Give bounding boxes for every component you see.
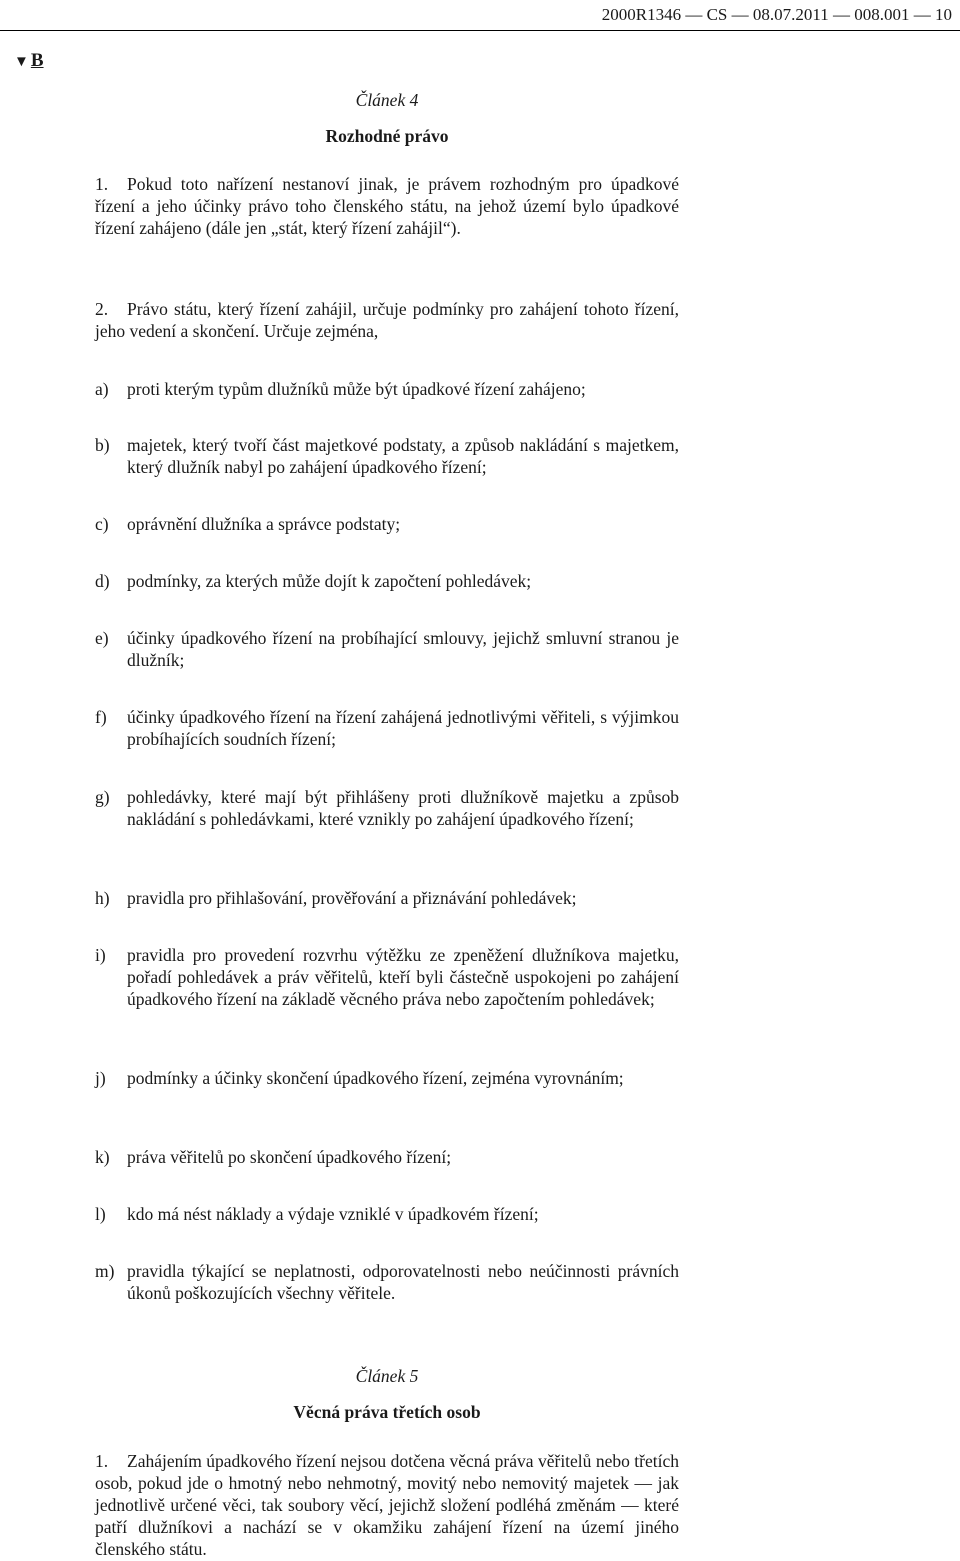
list-item — [95, 887, 679, 909]
paragraph-number: 2. — [95, 299, 109, 319]
list-item-label: j) — [95, 1068, 106, 1088]
list-item — [95, 944, 679, 1010]
article-4-number: Článek 4 — [355, 90, 419, 110]
list-item-text: pravidla pro přihlašování, prověřování a přiznávání pohledávek; — [127, 888, 577, 908]
list-item — [95, 786, 679, 830]
paragraph-number: 1. — [95, 174, 109, 194]
amendment-marker[interactable] — [14, 50, 44, 73]
list-item-label: h) — [95, 888, 110, 908]
paragraph-number: 1. — [95, 1451, 109, 1471]
list-item-text: kdo má nést náklady a výdaje vzniklé v úpadkovém řízení; — [127, 1204, 539, 1224]
list-item — [95, 1146, 679, 1168]
triangle-down-icon: ▼ — [14, 54, 29, 70]
list-item — [95, 1067, 679, 1089]
article-5-title: Věcná práva třetích osob — [293, 1402, 481, 1422]
paragraph-text: Právo státu, který řízení zahájil, určuje podmínky pro zahájení tohoto řízení, jeho vedení a skončení. Určuje zejména, — [95, 299, 679, 341]
page-header — [0, 0, 960, 31]
article-5-paragraph-1 — [95, 1450, 679, 1560]
list-item-text: účinky úpadkového řízení na probíhající smlouvy, jejichž smluvní stranou je dlužník; — [127, 628, 679, 670]
list-item — [95, 1260, 679, 1304]
article-5-number: Článek 5 — [355, 1366, 419, 1386]
list-item-text: pravidla pro provedení rozvrhu výtěžku ze zpeněžení dlužníkova majetku, pořadí pohledávek a práv věřitelů, kteří byli částečně uspokojeni po zahájení úpadkového řízení na základě věcného práva nebo započtením pohledávek; — [127, 945, 679, 1009]
list-item-label: k) — [95, 1147, 110, 1167]
list-item-text: podmínky a účinky skončení úpadkového řízení, zejména vyrovnáním; — [127, 1068, 624, 1088]
list-item-label: b) — [95, 435, 110, 455]
article-4-paragraph-1 — [95, 173, 679, 239]
list-item-text: oprávnění dlužníka a správce podstaty; — [127, 514, 401, 534]
list-item-label: g) — [95, 787, 110, 807]
list-item — [95, 1203, 679, 1225]
paragraph-text: Zahájením úpadkového řízení nejsou dotčena věcná práva věřitelů nebo třetích osob, pokud jde o hmotný nebo nehmotný, movitý nebo nemovitý majetek — jak jednotlivě určené věci, tak soubory věcí, jejichž složení podléhá změnám — které patří dlužníkovi a nachází se v okamžiku zahájení řízení na území jiného členského státu. — [95, 1451, 679, 1559]
article-4-paragraph-2 — [95, 298, 679, 342]
list-item-label: f) — [95, 707, 107, 727]
paragraph-text: Pokud toto nařízení nestanoví jinak, je právem rozhodným pro úpadkové řízení a jeho účinky právo toho členského státu, na jehož území bylo úpadkové řízení zahájeno (dále jen „stát, který řízení zahájil“). — [95, 174, 679, 238]
amendment-marker-label: B — [30, 50, 44, 71]
list-item-label: m) — [95, 1261, 115, 1281]
list-item-text: majetek, který tvoří část majetkové podstaty, a způsob nakládání s majetkem, který dlužník nabyl po zahájení úpadkového řízení; — [127, 435, 679, 477]
list-item-label: a) — [95, 379, 109, 399]
list-item-text: účinky úpadkového řízení na řízení zahájená jednotlivými věřiteli, s výjimkou probíhajících soudních řízení; — [127, 707, 679, 749]
list-item — [95, 627, 679, 671]
list-item — [95, 513, 679, 535]
list-item-text: práva věřitelů po skončení úpadkového řízení; — [127, 1147, 452, 1167]
list-item-text: pravidla týkající se neplatnosti, odporovatelnosti nebo neúčinnosti právních úkonů poškozujících všechny věřitele. — [127, 1261, 679, 1303]
article-4-title: Rozhodné právo — [325, 126, 449, 146]
list-item — [95, 378, 679, 400]
list-item-label: e) — [95, 628, 109, 648]
list-item-label: l) — [95, 1204, 106, 1224]
list-item — [95, 570, 679, 592]
document-reference: 2000R1346 — CS — 08.07.2011 — 008.001 — 10 — [601, 5, 952, 24]
list-item-text: podmínky, za kterých může dojít k započtení pohledávek; — [127, 571, 532, 591]
list-item-text: pohledávky, které mají být přihlášeny proti dlužníkově majetku a způsob nakládání s pohledávkami, které vznikly po zahájení úpadkového řízení; — [127, 787, 679, 829]
list-item — [95, 706, 679, 750]
list-item-text: proti kterým typům dlužníků může být úpadkové řízení zahájeno; — [127, 379, 586, 399]
list-item — [95, 434, 679, 478]
list-item-label: d) — [95, 571, 110, 591]
list-item-label: i) — [95, 945, 106, 965]
list-item-label: c) — [95, 514, 109, 534]
